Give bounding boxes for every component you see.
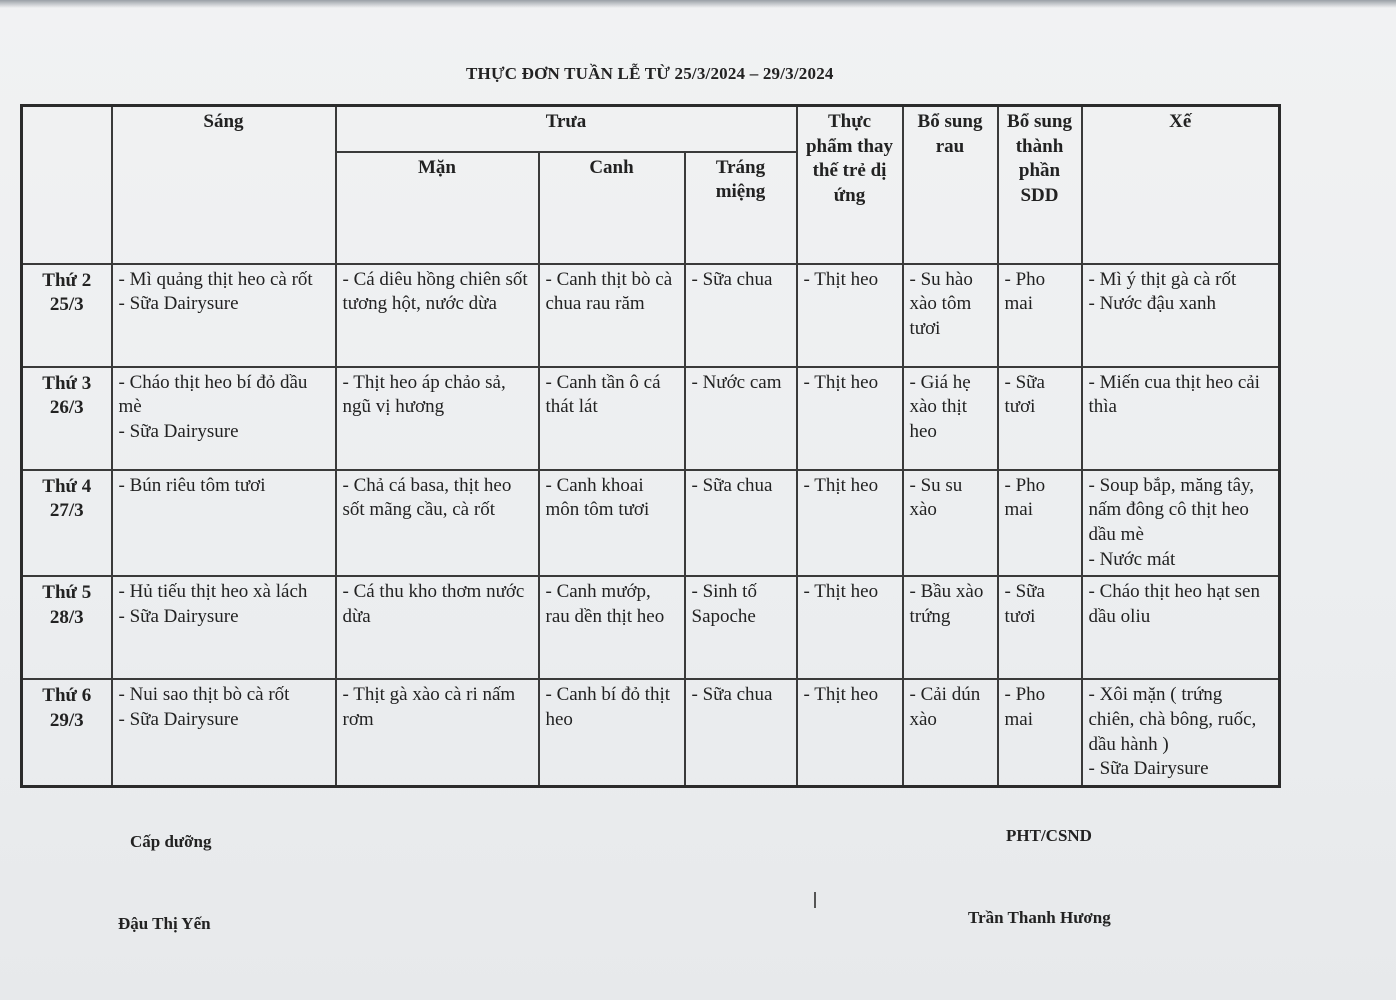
cell-man — [336, 679, 539, 786]
menu-item: - Soup bắp, măng tây, nấm đông cô thịt heo dầu mè — [1088, 474, 1255, 545]
cell-sang — [112, 367, 336, 470]
cell-trang-mieng — [685, 367, 797, 470]
cell-trang-mieng — [685, 679, 797, 786]
menu-item: - Chả cá basa, thịt heo sốt mãng cầu, cà rốt — [342, 474, 512, 521]
menu-item: - Sữa tươi — [1004, 371, 1045, 418]
menu-item: - Cháo thịt heo bí đỏ dầu mè — [118, 371, 308, 418]
table-row — [22, 679, 1280, 786]
cell-rau — [903, 679, 998, 786]
cell-sdd — [998, 576, 1082, 679]
menu-item: - Sinh tố Sapoche — [691, 581, 757, 627]
menu-item: - Miến cua thịt heo cải thìa — [1088, 371, 1260, 418]
date-label: 25/3 — [49, 294, 84, 316]
date-label: 29/3 — [49, 709, 84, 731]
signature-right-role: PHT/CSND — [1006, 826, 1092, 845]
cell-man — [336, 470, 539, 577]
menu-item: - Su hào xào tôm tươi — [909, 268, 973, 339]
cell-thay-the — [797, 576, 903, 679]
cell-rau — [903, 264, 998, 367]
menu-item: - Thịt heo — [803, 371, 879, 393]
day-cell — [22, 679, 112, 786]
menu-item: - Thịt heo — [803, 684, 879, 706]
menu-item: - Canh thịt bò cà chua rau răm — [545, 268, 673, 315]
day-label: Thứ 4 — [42, 475, 92, 497]
signature-left-role: Cấp dưỡng — [130, 832, 212, 851]
cell-man — [336, 367, 539, 470]
day-label: Thứ 5 — [42, 582, 92, 604]
day-label: Thứ 2 — [42, 269, 92, 291]
menu-item: - Sữa chua — [691, 474, 773, 496]
menu-item: - Thịt gà xào cà ri nấm rơm — [342, 684, 516, 730]
weekly-menu-table — [20, 104, 1281, 788]
table-row — [22, 470, 1280, 577]
cell-trang-mieng — [685, 470, 797, 577]
menu-item: - Sữa chua — [691, 684, 773, 706]
menu-item: - Mì ý thịt gà cà rốt — [1088, 268, 1237, 290]
cell-sdd — [998, 367, 1082, 470]
cell-thay-the — [797, 679, 903, 786]
cell-sang — [112, 470, 336, 577]
menu-item: - Pho mai — [1004, 268, 1046, 315]
menu-item: - Giá hẹ xào thịt heo — [909, 371, 971, 442]
cell-rau — [903, 576, 998, 679]
menu-item: - Bầu xào trứng — [909, 581, 984, 627]
menu-item: - Sữa Dairysure — [1088, 758, 1209, 780]
signature-right-name: Trần Thanh Hương — [968, 908, 1111, 927]
header-trang-mieng: Tráng miệng — [685, 152, 797, 264]
cell-rau — [903, 470, 998, 577]
header-canh: Canh — [539, 152, 685, 264]
menu-item: - Cá thu kho thơm nước dừa — [342, 581, 525, 627]
cell-canh — [539, 576, 685, 679]
menu-item: - Nước đậu xanh — [1088, 293, 1216, 315]
cell-canh — [539, 264, 685, 367]
table-row — [22, 264, 1280, 367]
menu-item: - Su su xào — [909, 474, 963, 521]
cell-sdd — [998, 679, 1082, 786]
menu-item: - Nước cam — [691, 371, 782, 393]
day-cell — [22, 367, 112, 470]
menu-item: - Cháo thịt heo hạt sen dầu oliu — [1088, 581, 1260, 627]
cell-sdd — [998, 264, 1082, 367]
menu-item: - Cá diêu hồng chiên sốt tương hột, nước dừa — [342, 268, 528, 315]
paper-shadow — [0, 0, 1396, 8]
cell-sang — [112, 679, 336, 786]
menu-item: - Sữa tươi — [1004, 581, 1045, 627]
menu-item: - Canh mướp, rau dền thịt heo — [545, 581, 665, 627]
day-label: Thứ 3 — [42, 372, 92, 394]
cell-thay-the — [797, 264, 903, 367]
table-row — [22, 367, 1280, 470]
menu-item: - Pho mai — [1004, 684, 1046, 730]
menu-item: - Thịt heo áp chảo sả, ngũ vị hương — [342, 371, 506, 418]
menu-item: - Hủ tiếu thịt heo xà lách — [118, 581, 308, 603]
date-label: 27/3 — [49, 500, 84, 522]
cell-xe — [1082, 264, 1280, 367]
menu-item: - Thịt heo — [803, 268, 879, 290]
menu-item: - Nước mát — [1088, 548, 1176, 570]
menu-item: - Sữa Dairysure — [118, 420, 239, 442]
header-man: Mặn — [336, 152, 539, 264]
date-label: 26/3 — [49, 397, 84, 419]
cell-sdd — [998, 470, 1082, 577]
menu-item: - Sữa Dairysure — [118, 293, 239, 315]
menu-item: - Pho mai — [1004, 474, 1046, 521]
cell-thay-the — [797, 367, 903, 470]
menu-item: - Thịt heo — [803, 474, 879, 496]
cell-man — [336, 576, 539, 679]
day-label: Thứ 6 — [42, 685, 92, 707]
cell-thay-the — [797, 470, 903, 577]
cell-xe — [1082, 576, 1280, 679]
header-bo-sung-rau: Bổ sung rau — [903, 106, 998, 264]
cell-rau — [903, 367, 998, 470]
cell-trang-mieng — [685, 576, 797, 679]
page-title: THỰC ĐƠN TUẦN LỄ TỪ 25/3/2024 – 29/3/2024 — [466, 64, 834, 83]
cell-sang — [112, 264, 336, 367]
day-cell — [22, 470, 112, 577]
cell-sang — [112, 576, 336, 679]
menu-item: - Sữa Dairysure — [118, 605, 239, 627]
cell-xe — [1082, 679, 1280, 786]
menu-item: - Xôi mặn ( trứng chiên, chà bông, ruốc, dầu hành ) — [1088, 684, 1257, 755]
menu-item: - Bún riêu tôm tươi — [118, 474, 266, 496]
cell-man — [336, 264, 539, 367]
menu-body — [22, 264, 1280, 787]
day-cell — [22, 576, 112, 679]
cell-xe — [1082, 470, 1280, 577]
header-empty-cell — [22, 106, 112, 264]
header-trua: Trưa — [336, 106, 797, 152]
menu-item: - Canh khoai môn tôm tươi — [545, 474, 650, 521]
menu-item: - Nui sao thịt bò cà rốt — [118, 684, 290, 706]
header-bo-sung-sdd: Bổ sung thành phần SDD — [998, 106, 1082, 264]
header-thay-the: Thực phẩm thay thế trẻ dị ứng — [797, 106, 903, 264]
cell-canh — [539, 679, 685, 786]
menu-item: - Thịt heo — [803, 581, 879, 603]
pen-mark — [814, 892, 816, 908]
cell-canh — [539, 470, 685, 577]
menu-item: - Sữa chua — [691, 268, 773, 290]
table-row — [22, 576, 1280, 679]
menu-item: - Sữa Dairysure — [118, 708, 239, 730]
date-label: 28/3 — [49, 606, 84, 628]
cell-xe — [1082, 367, 1280, 470]
signature-left-name: Đậu Thị Yến — [118, 914, 211, 933]
menu-item: - Mì quảng thịt heo cà rốt — [118, 268, 313, 290]
menu-item: - Canh bí đỏ thịt heo — [545, 684, 671, 730]
header-sang: Sáng — [112, 106, 336, 264]
menu-item: - Cải dún xào — [909, 684, 981, 730]
day-cell — [22, 264, 112, 367]
menu-item: - Canh tần ô cá thát lát — [545, 371, 661, 418]
cell-canh — [539, 367, 685, 470]
cell-trang-mieng — [685, 264, 797, 367]
header-xe: Xế — [1082, 106, 1280, 264]
